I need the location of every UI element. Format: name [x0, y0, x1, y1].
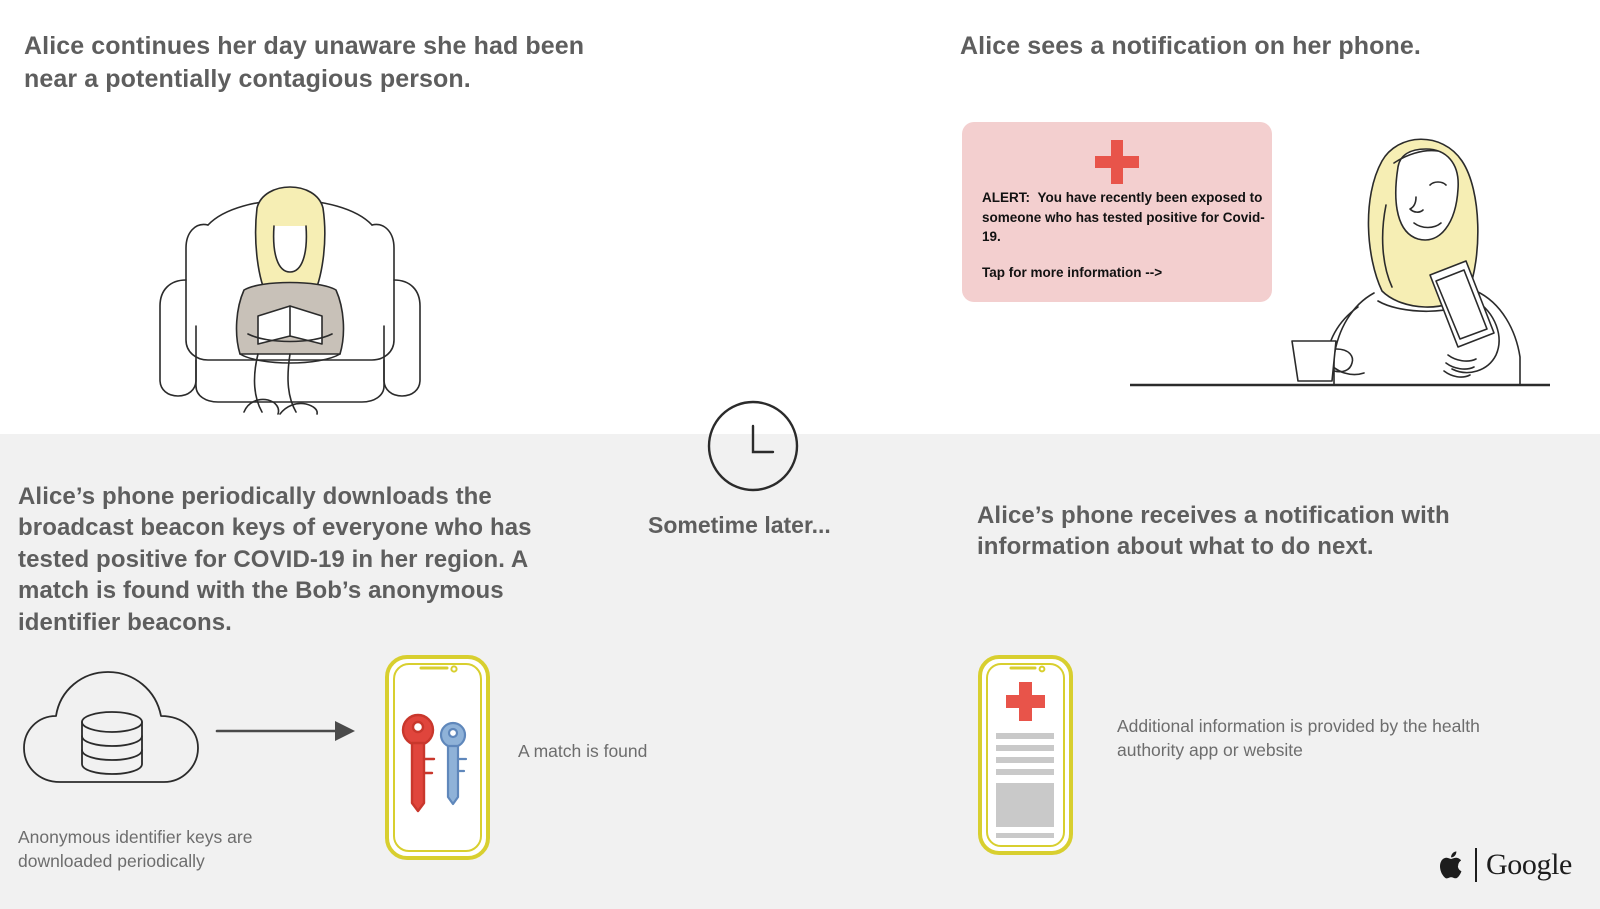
illustration-cloud-database	[18, 660, 218, 795]
caption-match-found: A match is found	[518, 741, 648, 761]
bottom-right-heading: Alice’s phone receives a notification with information about what to do next.	[977, 502, 1450, 561]
sometime-later-label: Sometime later...	[648, 512, 831, 538]
alert-label: ALERT:	[982, 190, 1030, 205]
caption-additional-info: Additional information is provided by the health authority app or website	[1117, 716, 1480, 760]
top-left-heading: Alice continues her day unaware she had been near a potentially contagious person.	[24, 32, 585, 94]
alert-message: You have recently been exposed to someone who has tested positive for Covid-19.	[982, 190, 1265, 245]
clock-icon	[707, 400, 799, 492]
partner-logos	[1440, 848, 1572, 882]
logo-divider	[1475, 848, 1477, 882]
bottom-left-heading: Alice’s phone periodically downloads the broadcast beacon keys of everyone who has tested positive for COVID-19 in her region. A match is found with the Bob’s anonymous identifier beacons.	[18, 483, 532, 636]
top-right-heading: Alice sees a notification on her phone.	[960, 32, 1421, 60]
apple-logo-icon	[1440, 849, 1466, 881]
illustration-woman-reading	[140, 130, 440, 415]
illustration-phone-key-match	[385, 655, 490, 860]
illustration-woman-with-phone	[1130, 105, 1550, 405]
google-logo-text: Google	[1486, 848, 1572, 881]
caption-keys-downloaded: Anonymous identifier keys are downloaded periodically	[18, 827, 253, 871]
illustration-phone-health-info	[978, 655, 1073, 855]
download-arrow-icon	[215, 716, 365, 746]
alert-tap-prompt[interactable]: Tap for more information -->	[982, 265, 1163, 280]
